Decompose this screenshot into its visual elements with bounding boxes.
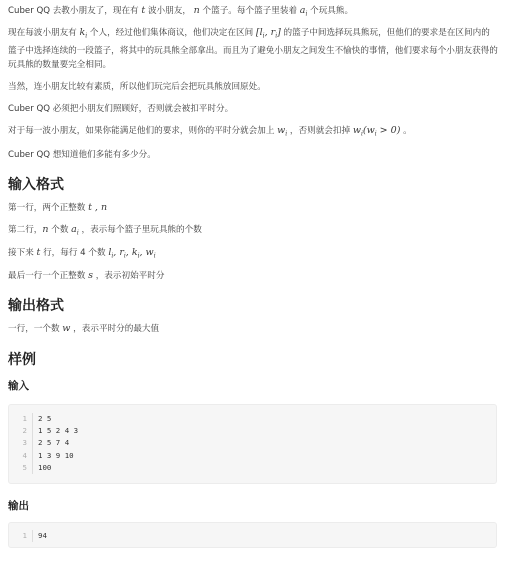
math-interval: [l (255, 27, 263, 38)
math-sub: i (111, 252, 114, 260)
text: 个数 (48, 225, 72, 235)
question-paragraph: Cuber QQ 想知道他们多能有多少分。 (8, 150, 156, 160)
gutter-divider (32, 437, 33, 449)
text: 个篮子。每个篮子里装着 (199, 6, 300, 16)
sample-input-code-block[interactable] (8, 404, 497, 484)
code-line (9, 462, 496, 474)
math-r: , r (113, 247, 124, 258)
rules-paragraph (8, 26, 498, 72)
math-sub: i (275, 32, 278, 40)
input-line-4 (8, 269, 164, 283)
math-w: w (62, 323, 71, 334)
input-line-3 (8, 246, 156, 264)
text: 。 (400, 126, 412, 136)
text: 的篮子中间选择玩具熊玩，但他们的要求是在区间内的篮子中选择连续的一段篮子，将其中的玩具熊全部拿出。而且为了避免小朋友之间发生不愉快的事情，他们要求每个小朋友获得的玩具熊的数量要完全相同。 (8, 28, 498, 70)
text: ，表示初始平时分 (92, 271, 165, 281)
text: 行，每行 4 个数 (40, 248, 109, 258)
math-interval: ] (277, 27, 281, 38)
gutter-divider (32, 413, 33, 425)
text: 第一行，两个正整数 (8, 203, 89, 213)
code-line (9, 413, 496, 425)
math-sub: i (76, 229, 79, 237)
code-line (9, 425, 496, 437)
math-interval: , r (264, 27, 276, 38)
sample-output-code-block[interactable] (8, 522, 497, 548)
math-sub: i (137, 252, 140, 260)
code-text: 1 3 9 10 (38, 450, 74, 460)
math-l: l (108, 247, 112, 258)
math-sub: i (153, 252, 156, 260)
math-sub: i (305, 10, 308, 18)
gutter-divider (32, 530, 33, 542)
text: 个人，经过他们集体商议，他们决定在区间 (87, 28, 256, 38)
line-number: 1 (22, 531, 27, 540)
note-paragraph: 当然，连小朋友比较有素质，所以他们玩完后会把玩具熊放回原处。 (8, 82, 266, 92)
sample-input-heading: 输入 (8, 380, 29, 392)
gutter-divider (32, 425, 33, 437)
line-number: 4 (22, 450, 27, 460)
math-sub: i (85, 32, 88, 40)
code-line (9, 437, 496, 449)
math-t-n: t , n (88, 202, 108, 213)
math-sub: i (374, 130, 377, 138)
line-number: 5 (22, 462, 27, 472)
text: 对于每一波小朋友，如果你能满足他们的要求，则你的平时分就会加上 (8, 126, 278, 136)
sample-output-heading: 输出 (8, 500, 29, 512)
text: 现在每波小朋友有 (8, 28, 80, 38)
text: 最后一行一个正整数 (8, 271, 89, 281)
input-format-heading: 输入格式 (8, 177, 64, 193)
code-text: 100 (38, 462, 52, 472)
gutter-divider (32, 462, 33, 474)
math-s: s (88, 270, 93, 281)
gutter-divider (32, 450, 33, 462)
text: ，否则就会扣掉 (287, 126, 353, 136)
math-w: w (277, 125, 286, 136)
math-sub: i (123, 252, 126, 260)
code-text: 94 (38, 531, 47, 540)
code-line (9, 530, 496, 542)
code-text: 1 5 2 4 3 (38, 426, 79, 436)
output-format-heading: 输出格式 (8, 298, 64, 314)
math-sub: i (360, 130, 363, 138)
input-line-2 (8, 223, 202, 241)
score-paragraph (8, 124, 498, 142)
samples-heading: 样例 (8, 352, 36, 368)
text: 接下来 (8, 248, 37, 258)
math-n: n (42, 224, 49, 235)
line-number: 3 (22, 438, 27, 448)
math-sub: i (262, 32, 265, 40)
text: 第二行， (8, 225, 43, 235)
math-w: , w (139, 247, 154, 258)
math-t: t (36, 247, 41, 258)
math-cond: > 0) (376, 125, 401, 136)
text: ，表示平时分的最大值 (70, 324, 160, 334)
code-line (9, 450, 496, 462)
math-t: t (141, 5, 146, 16)
code-text: 2 5 7 4 (38, 438, 70, 448)
code-text: 2 5 (38, 414, 52, 423)
output-line-1 (8, 322, 159, 336)
line-number: 2 (22, 426, 27, 436)
text: ，表示每个篮子里玩具熊的个数 (78, 225, 202, 235)
text: Cuber QQ 去教小朋友了，现在有 (8, 6, 142, 16)
text: 一行，一个数 (8, 324, 63, 334)
math-n: n (193, 5, 200, 16)
text: 个玩具熊。 (307, 6, 354, 16)
intro-paragraph (8, 4, 498, 22)
line-number: 1 (22, 414, 27, 423)
math-a: a (299, 5, 306, 16)
text: 波小朋友， (145, 6, 194, 16)
math-a: a (71, 224, 77, 235)
math-k: , k (125, 247, 138, 258)
math-k: k (79, 27, 86, 38)
math-cond: (w (362, 125, 375, 136)
math-w: w (352, 125, 361, 136)
input-line-1 (8, 201, 107, 215)
math-sub: i (285, 130, 288, 138)
penalty-paragraph: Cuber QQ 必须把小朋友们照顾好，否则就会被扣平时分。 (8, 104, 234, 114)
